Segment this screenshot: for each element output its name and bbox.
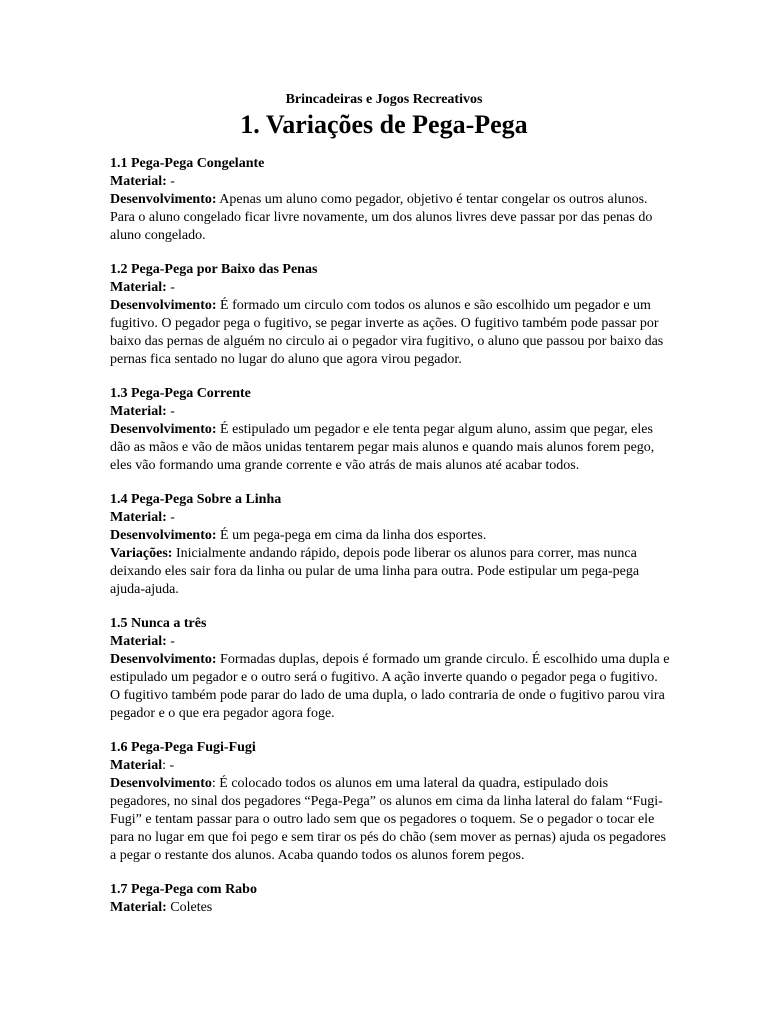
material-value: - bbox=[166, 174, 175, 189]
material-label: Material: bbox=[110, 900, 167, 915]
material-label: Material: bbox=[110, 404, 167, 419]
variations-label: Variações: bbox=[110, 546, 173, 561]
development-label: Desenvolvimento: bbox=[110, 192, 217, 207]
material-label: Material: bbox=[110, 634, 167, 649]
section-title: 1.2 Pega-Pega por Baixo das Penas bbox=[110, 262, 318, 277]
document-header: Brincadeiras e Jogos Recreativos bbox=[285, 92, 483, 107]
material-value: - bbox=[166, 634, 175, 649]
development-text: Formadas duplas, depois é formado um grande circulo. É escolhido uma dupla e estipulado um pegador e o outro será o fugitivo. A ação inverte quando o pegador pega o fugitivo. O fugitivo também pode parar do lado de uma dupla, o lado contraria de onde o fugitivo parou vira pegador e o que era pegador agora foge. bbox=[110, 652, 670, 721]
section-1-3 bbox=[110, 385, 670, 475]
development-paragraph bbox=[110, 527, 670, 545]
development-text: É um pega-pega em cima da linha dos esportes. bbox=[216, 528, 487, 543]
material-value: : - bbox=[162, 758, 175, 773]
material-line bbox=[110, 279, 670, 297]
development-text: É formado um circulo com todos os alunos e são escolhido um pegador e um fugitivo. O pegador pega o fugitivo, se pegar inverte as ações. O fugitivo também pode passar por baixo das pernas de alguém no circulo ai o pegador vira fugitivo, o aluno que passou por baixo das pernas fica sentado no lugar do aluno que agora virou pegador. bbox=[110, 298, 664, 367]
development-label: Desenvolvimento bbox=[110, 776, 212, 791]
variations-text: Inicialmente andando rápido, depois pode liberar os alunos para correr, mas nunca deixando eles sair fora da linha ou pular de uma linha para outra. Pode estipular um pega-pega ajuda-ajuda. bbox=[110, 546, 640, 597]
section-1-1 bbox=[110, 155, 670, 245]
development-label: Desenvolvimento: bbox=[110, 422, 217, 437]
development-paragraph bbox=[110, 191, 670, 245]
material-value: Coletes bbox=[166, 900, 213, 915]
material-line bbox=[110, 633, 670, 651]
development-text: É estipulado um pegador e ele tenta pegar algum aluno, assim que pegar, eles dão as mãos e vão de mãos unidas tentarem pegar mais alunos e quando mais alunos forem pego, eles vão formando uma grande corrente e vão atrás de mais alunos até acabar todos. bbox=[110, 422, 655, 473]
development-label: Desenvolvimento: bbox=[110, 652, 217, 667]
section-title: 1.5 Nunca a três bbox=[110, 616, 207, 631]
section-1-7 bbox=[110, 881, 670, 917]
material-line bbox=[110, 173, 670, 191]
material-label: Material bbox=[110, 758, 163, 773]
section-1-5 bbox=[110, 615, 670, 723]
material-line bbox=[110, 899, 670, 917]
variations-paragraph bbox=[110, 545, 670, 599]
section-title: 1.3 Pega-Pega Corrente bbox=[110, 386, 251, 401]
section-title: 1.7 Pega-Pega com Rabo bbox=[110, 882, 257, 897]
material-label: Material: bbox=[110, 510, 167, 525]
section-title: 1.1 Pega-Pega Congelante bbox=[110, 156, 265, 171]
section-1-4 bbox=[110, 491, 670, 599]
material-line bbox=[110, 509, 670, 527]
material-value: - bbox=[166, 510, 175, 525]
document-title: 1. Variações de Pega-Pega bbox=[240, 110, 528, 139]
material-label: Material: bbox=[110, 174, 167, 189]
development-label: Desenvolvimento: bbox=[110, 298, 217, 313]
section-title: 1.4 Pega-Pega Sobre a Linha bbox=[110, 492, 282, 507]
material-value: - bbox=[166, 404, 175, 419]
development-text: : É colocado todos os alunos em uma lateral da quadra, estipulado dois pegadores, no sinal dos pegadores “Pega-Pega” os alunos em cima da linha lateral do falam “Fugi-Fugi” e tentam passar para o outro lado sem que os pegadores o toquem. Se o pegador o tocar ele para no lugar em que foi pego e sem tirar os pés do chão (sem mover as pernas) ajuda os pegadores a pegar o restante dos alunos. Acaba quando todos os alunos forem pegos. bbox=[110, 776, 666, 863]
material-value: - bbox=[166, 280, 175, 295]
document-body bbox=[110, 155, 670, 933]
development-paragraph bbox=[110, 651, 670, 723]
material-line bbox=[110, 757, 670, 775]
development-label: Desenvolvimento: bbox=[110, 528, 217, 543]
development-paragraph bbox=[110, 775, 670, 865]
section-1-6 bbox=[110, 739, 670, 865]
development-text: Apenas um aluno como pegador, objetivo é tentar congelar os outros alunos. Para o aluno congelado ficar livre novamente, um dos alunos livres deve passar por das penas do aluno congelado. bbox=[110, 192, 653, 243]
development-paragraph bbox=[110, 421, 670, 475]
section-1-2 bbox=[110, 261, 670, 369]
section-title: 1.6 Pega-Pega Fugi-Fugi bbox=[110, 740, 256, 755]
material-label: Material: bbox=[110, 280, 167, 295]
material-line bbox=[110, 403, 670, 421]
development-paragraph bbox=[110, 297, 670, 369]
